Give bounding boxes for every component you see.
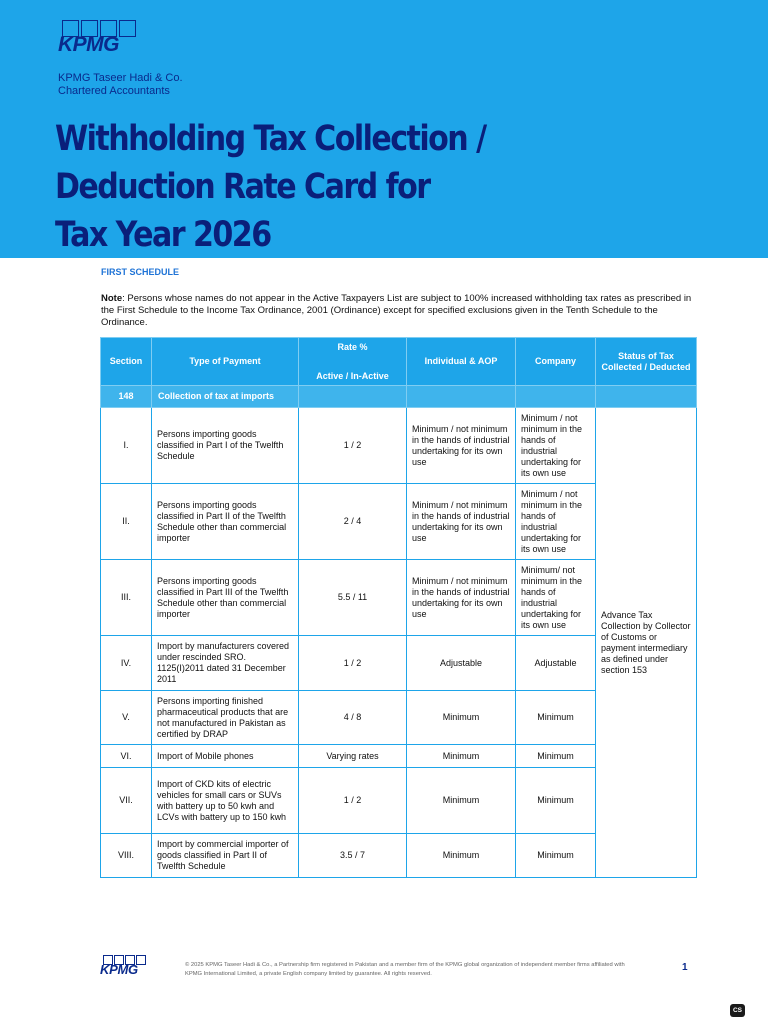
row-individual: Minimum: [407, 745, 516, 768]
row-section: VI.: [101, 745, 152, 768]
row-individual: Minimum / not minimum in the hands of industrial undertaking for its own use: [407, 560, 516, 636]
row-type: Import of CKD kits of electric vehicles for small cars or SUVs with battery up to 50 kwh and LCVs with battery up to 150 kwh: [152, 768, 299, 834]
row-individual: Minimum: [407, 834, 516, 878]
status-cell: Advance Tax Collection by Collector of Customs or payment intermediary as defined under section 153: [596, 408, 697, 878]
row-company: Adjustable: [516, 636, 596, 691]
header-rate: [299, 338, 407, 386]
schedule-label: FIRST SCHEDULE: [101, 267, 180, 277]
row-individual: Adjustable: [407, 636, 516, 691]
row-type: Import by manufacturers covered under rescinded SRO. 1125(I)2011 dated 31 December 2011: [152, 636, 299, 691]
header-rate-line2: Active / In-Active: [316, 370, 389, 381]
row-company: Minimum: [516, 691, 596, 745]
title-line-2: Deduction Rate Card for: [55, 167, 430, 207]
header-rate-line1: Rate %: [337, 341, 368, 352]
rate-table: [100, 337, 697, 878]
title-line-3: Tax Year 2026: [55, 215, 271, 255]
row-company: Minimum: [516, 745, 596, 768]
row-type: Persons importing goods classified in Part III of the Twelfth Schedule other than commercial importer: [152, 560, 299, 636]
table-row: [101, 408, 697, 484]
footer-logo-word: KPMG: [100, 962, 138, 977]
header-section: Section: [101, 338, 152, 386]
row-rate: 4 / 8: [299, 691, 407, 745]
section-number: 148: [101, 386, 152, 408]
row-company: Minimum/ not minimum in the hands of industrial undertaking for its own use: [516, 560, 596, 636]
row-company: Minimum: [516, 768, 596, 834]
kpmg-logo: [58, 20, 140, 62]
note-text: : Persons whose names do not appear in the Active Taxpayers List are subject to 100% increased withholding tax rates as prescribed in the First Schedule to the Income Tax Ordinance, 2001 (Ordinance) except for specified exclusions given in the Tenth Schedule to the Ordinance.: [101, 293, 692, 328]
row-type: Persons importing goods classified in Part I of the Twelfth Schedule: [152, 408, 299, 484]
row-section: II.: [101, 484, 152, 560]
row-individual: Minimum: [407, 768, 516, 834]
header-company: Company: [516, 338, 596, 386]
section-title: Collection of tax at imports: [152, 386, 299, 408]
footer-copyright: © 2025 KPMG Taseer Hadi & Co., a Partnership firm registered in Pakistan and a member firm of the KPMG global organization of independent member firms affiliated with KPMG International Limited, a private English company limited by guarantee. All rights reserved.: [185, 962, 625, 977]
row-rate: 1 / 2: [299, 636, 407, 691]
table-header-row: [101, 338, 697, 386]
note-paragraph: [101, 293, 701, 329]
row-section: I.: [101, 408, 152, 484]
header-status: Status of Tax Collected / Deducted: [596, 338, 697, 386]
footer-kpmg-logo: [100, 955, 150, 981]
row-company: Minimum: [516, 834, 596, 878]
row-section: VII.: [101, 768, 152, 834]
row-rate: 5.5 / 11: [299, 560, 407, 636]
row-rate: 1 / 2: [299, 408, 407, 484]
row-individual: Minimum / not minimum in the hands of industrial undertaking for its own use: [407, 484, 516, 560]
row-type: Import of Mobile phones: [152, 745, 299, 768]
header-type-of-payment: Type of Payment: [152, 338, 299, 386]
row-section: VIII.: [101, 834, 152, 878]
row-rate: Varying rates: [299, 745, 407, 768]
row-company: Minimum / not minimum in the hands of industrial undertaking for its own use: [516, 408, 596, 484]
firm-name: [58, 72, 183, 98]
row-type: Import by commercial importer of goods classified in Part II of Twelfth Schedule: [152, 834, 299, 878]
row-rate: 1 / 2: [299, 768, 407, 834]
note-label: Note: [101, 293, 123, 304]
firm-name-line1: KPMG Taseer Hadi & Co.: [58, 72, 183, 84]
row-rate: 2 / 4: [299, 484, 407, 560]
section-148-row: [101, 386, 697, 408]
row-type: Persons importing finished pharmaceutical products that are not manufactured in Pakistan as certified by DRAP: [152, 691, 299, 745]
kpmg-logo-word: KPMG: [58, 33, 119, 56]
row-type: Persons importing goods classified in Part II of the Twelfth Schedule other than commercial importer: [152, 484, 299, 560]
firm-name-line2: Chartered Accountants: [58, 85, 170, 97]
row-section: V.: [101, 691, 152, 745]
row-rate: 3.5 / 7: [299, 834, 407, 878]
row-individual: Minimum: [407, 691, 516, 745]
title-line-1: Withholding Tax Collection /: [55, 119, 486, 159]
page-title: [55, 115, 485, 259]
row-company: Minimum / not minimum in the hands of industrial undertaking for its own use: [516, 484, 596, 560]
header-banner: [0, 0, 768, 258]
row-section: III.: [101, 560, 152, 636]
page-number: 1: [682, 962, 688, 973]
cs-badge-icon[interactable]: CS: [730, 1004, 745, 1017]
row-individual: Minimum / not minimum in the hands of industrial undertaking for its own use: [407, 408, 516, 484]
header-individual-aop: Individual & AOP: [407, 338, 516, 386]
row-section: IV.: [101, 636, 152, 691]
